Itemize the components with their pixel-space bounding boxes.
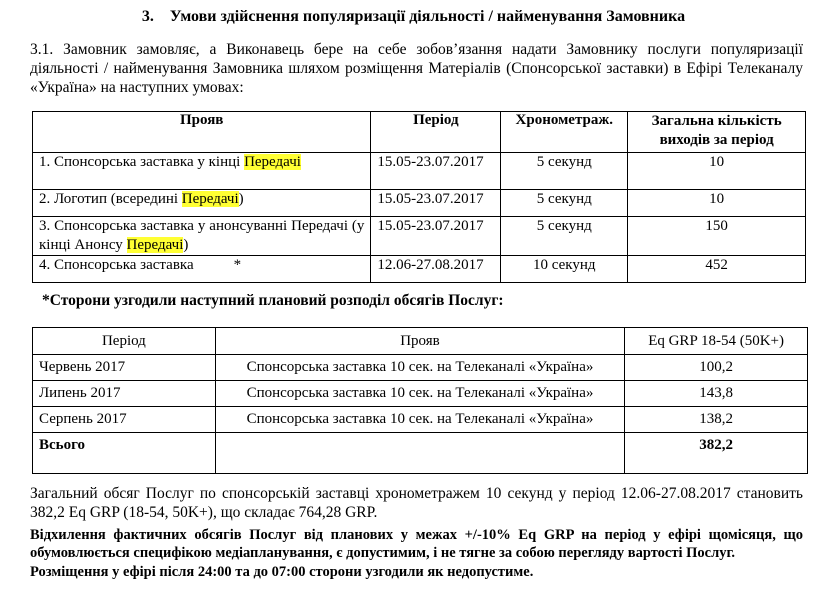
row-manifestation (33, 256, 371, 283)
row-duration: 5 секунд (501, 190, 628, 217)
row-text: 4. Спонсорська заставка (39, 257, 194, 273)
row-period: Липень 2017 (33, 381, 216, 407)
summary-paragraph: Загальний обсяг Послуг по спонсорській заставці хронометражем 10 секунд у період 12.06-27.08.2017 становить 382,2 Eq GRP (18-54, 50K+), що складає 764,28 GRP. (30, 485, 803, 521)
header-period: Період (371, 112, 501, 153)
intro-number: 3.1. (30, 41, 54, 58)
row-manifestation (33, 217, 371, 256)
intro-paragraph (30, 40, 803, 97)
header-total-count: Загальна кількість виходів за період (628, 112, 806, 153)
services-table (32, 111, 806, 283)
header-manifestation: Прояв (33, 112, 371, 153)
row-duration: 5 секунд (501, 217, 628, 256)
table-row (33, 355, 808, 381)
total-empty-cell (215, 433, 624, 474)
services-header-row (33, 112, 806, 153)
section-number: 3. (141, 8, 154, 25)
header-duration: Хронометраж. (501, 112, 628, 153)
row-count: 452 (628, 256, 806, 283)
deviation-paragraph: Відхилення фактичних обсягів Послуг від планових у межах +/-10% Eq GRP на період у ефірі щомісяця, що обумовлюється специфікою медіапланування, є допустимим, і не тягне за собою перегляду вартості Послуг. (30, 527, 803, 561)
agreed-note: *Сторони узгодили наступний плановий розподіл обсягів Послуг: (42, 292, 504, 309)
row-text: 3. Спонсорська заставка у анонсуванні Передачі (у кінці Анонсу (39, 218, 365, 253)
highlight-text: Передачі (181, 191, 239, 207)
intro-text: Замовник замовляє, а Виконавець бере на себе зобов’язання надати Замовнику послуги популяризації діяльності / найменування Замовника шляхом розміщення Матеріалів (Спонсорської заставки) в Ефірі Телеканалу «Україна» на наступних умовах: (30, 41, 803, 96)
table-row (33, 381, 808, 407)
row-manifestation: Спонсорська заставка 10 сек. на Телеканалі «Україна» (215, 381, 624, 407)
row-period: 15.05-23.07.2017 (371, 217, 501, 256)
row-manifestation: Спонсорська заставка 10 сек. на Телеканалі «Україна» (215, 407, 624, 433)
row-grp: 138,2 (625, 407, 808, 433)
night-broadcast-note: Розміщення у ефірі після 24:00 та до 07:00 сторони узгодили як недопустиме. (30, 564, 534, 580)
section-title: Умови здійснення популяризації діяльності / найменування Замовника (169, 8, 686, 25)
row-period: 15.05-23.07.2017 (371, 153, 501, 190)
table-row (33, 256, 806, 283)
row-duration: 5 секунд (501, 153, 628, 190)
row-grp: 100,2 (625, 355, 808, 381)
table-row (33, 153, 806, 190)
row-text-end: ) (183, 237, 189, 253)
row-count: 10 (628, 190, 806, 217)
row-count: 10 (628, 153, 806, 190)
distribution-header-row (33, 328, 808, 355)
row-manifestation (33, 190, 371, 217)
total-value: 382,2 (625, 433, 808, 474)
row-period: Серпень 2017 (33, 407, 216, 433)
row-text: 2. Логотип (всередині (39, 191, 182, 207)
row-manifestation (33, 153, 371, 190)
total-row (33, 433, 808, 474)
table-row (33, 217, 806, 256)
row-period: Червень 2017 (33, 355, 216, 381)
highlight-text: Передачі (244, 154, 301, 170)
total-label: Всього (33, 433, 216, 474)
row-grp: 143,8 (625, 381, 808, 407)
table-row (33, 407, 808, 433)
section-heading (0, 8, 827, 26)
header-manifestation: Прояв (215, 328, 624, 355)
row-duration: 10 секунд (501, 256, 628, 283)
header-period: Період (33, 328, 216, 355)
row-period: 15.05-23.07.2017 (371, 190, 501, 217)
table-row (33, 190, 806, 217)
row-text: 1. Спонсорська заставка у кінці (39, 154, 245, 170)
row-manifestation: Спонсорська заставка 10 сек. на Телеканалі «Україна» (215, 355, 624, 381)
asterisk-mark: * (233, 257, 242, 273)
row-count: 150 (628, 217, 806, 256)
row-period: 12.06-27.08.2017 (371, 256, 501, 283)
distribution-table (32, 327, 808, 474)
header-grp: Eq GRP 18-54 (50K+) (625, 328, 808, 355)
row-text-end: ) (238, 191, 244, 207)
highlight-text: Передачі (126, 237, 184, 253)
